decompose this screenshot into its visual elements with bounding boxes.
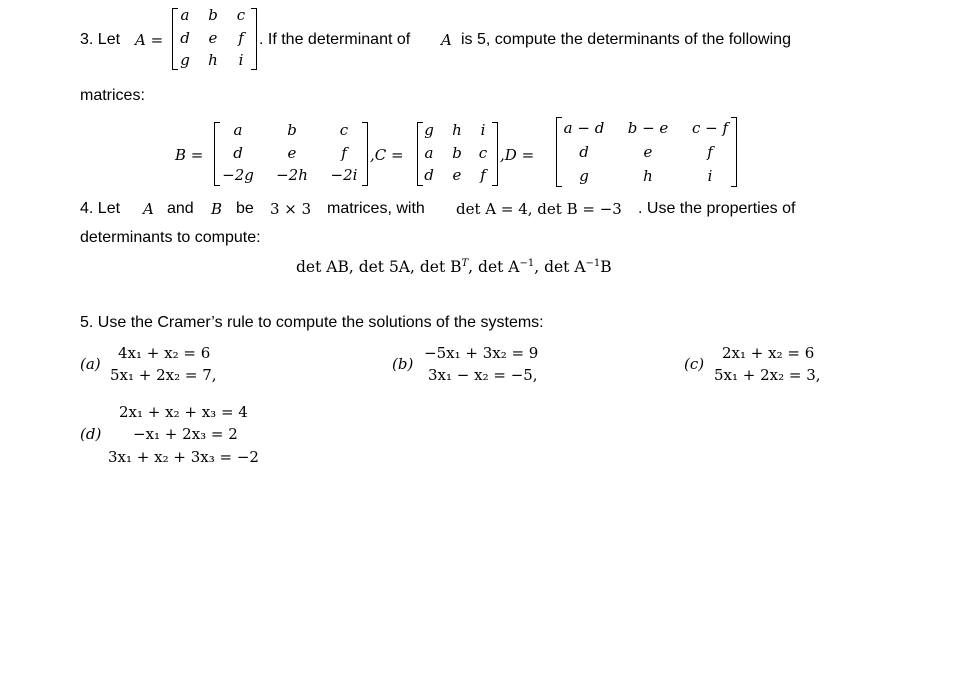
matrix-c-label: ,C = [370,146,404,164]
matrix-b-cell: d [233,144,243,162]
expr-part: det AB, det 5A, det B [296,258,462,277]
matrix-d-cell: e [643,143,653,161]
expr-part: B [600,258,612,277]
inverse-superscript: −1 [585,258,601,269]
matrix-b-cell: −2i [330,166,358,184]
matrix-c-cell: c [478,144,488,162]
matrix-c-cell: f [480,166,486,184]
matrix-d-cell: c − f [691,119,729,137]
matrix-c-cell: h [452,121,462,139]
matrix-d-cell: b − e [627,119,669,137]
matrix-b-cell: −2g [222,166,254,184]
problem-3-text-end: is 5, compute the determinants of the following [461,31,791,48]
matrix-d-cell: h [643,167,653,185]
inverse-superscript: −1 [519,258,535,269]
problem-4-var-a: A [143,200,154,218]
matrix-d-cell: a − d [563,119,605,137]
matrix-a-cell: h [208,51,218,69]
matrix-a-right-bracket [251,8,257,70]
matrix-b-cell: −2h [276,166,308,184]
matrix-d-cell: f [707,143,713,161]
matrix-a-cell: e [208,29,218,47]
matrix-d-right-bracket [731,117,737,187]
problem-4-condition: det A = 4, det B = −3 [456,200,622,218]
matrix-b-right-bracket [362,122,368,186]
matrix-a-cell: f [238,29,244,47]
system-c-eq-1: 2x₁ + x₂ = 6 [722,344,815,362]
matrix-d-cell: d [579,143,589,161]
system-d-eq-1: 2x₁ + x₂ + x₃ = 4 [119,403,248,421]
system-a-eq-2: 5x₁ + 2x₂ = 7, [110,366,217,384]
problem-3-prefix: 3. Let [80,31,121,48]
matrix-a-cell: b [208,6,218,24]
problem-4-line2: determinants to compute: [80,229,261,246]
problem-3-text-line2: matrices: [80,87,145,104]
system-b-label: (b) [392,355,414,373]
problem-4-and: and [167,200,194,217]
problem-4-expression [296,258,612,276]
system-a-label: (a) [80,355,101,373]
system-c-label: (c) [684,355,705,373]
system-b-eq-1: −5x₁ + 3x₂ = 9 [424,344,539,362]
matrix-a-cell: d [180,29,190,47]
expr-part: , det A [468,258,520,277]
matrix-c-cell: g [424,121,434,139]
matrix-d-label: ,D = [500,146,535,164]
problem-4-var-b: B [211,200,223,218]
matrix-d-cell: i [707,167,713,185]
matrix-a-cell: a [180,6,190,24]
matrix-b-cell: c [339,121,349,139]
matrix-b-cell: f [341,144,347,162]
matrix-c-cell: b [452,144,462,162]
matrix-d-cell: g [579,167,589,185]
system-d-eq-3: 3x₁ + x₂ + 3x₃ = −2 [108,448,259,466]
system-d-label: (d) [80,425,102,443]
problem-5-intro: 5. Use the Cramer’s rule to compute the solutions of the systems: [80,314,544,331]
matrix-a-cell: g [180,51,190,69]
system-b-eq-2: 3x₁ − x₂ = −5, [428,366,538,384]
matrix-c-cell: e [452,166,462,184]
problem-4-prefix: 4. Let [80,200,121,217]
matrix-a-cell: c [236,6,246,24]
matrix-a-label: A = [135,31,164,49]
matrix-a-ref: A [441,31,452,49]
matrix-b-cell: a [233,121,243,139]
problem-4-dimension: 3 × 3 [270,200,312,218]
problem-4-text: matrices, with [327,200,425,217]
system-d-eq-2: −x₁ + 2x₃ = 2 [133,425,238,443]
problem-4-be: be [236,200,254,217]
problem-3-text-mid: . If the determinant of [259,31,411,48]
matrix-c-cell: a [424,144,434,162]
transpose-superscript: T [461,258,469,269]
matrix-c-cell: i [480,121,486,139]
matrix-b-label: B = [175,146,204,164]
system-c-eq-2: 5x₁ + 2x₂ = 3, [714,366,821,384]
matrix-a-cell: i [238,51,244,69]
matrix-b-cell: e [287,144,297,162]
problem-4-text-end: . Use the properties of [638,200,796,217]
matrix-b-cell: b [287,121,297,139]
matrix-c-cell: d [424,166,434,184]
matrix-c-right-bracket [492,122,498,186]
system-a-eq-1: 4x₁ + x₂ = 6 [118,344,211,362]
expr-part: , det A [534,258,586,277]
